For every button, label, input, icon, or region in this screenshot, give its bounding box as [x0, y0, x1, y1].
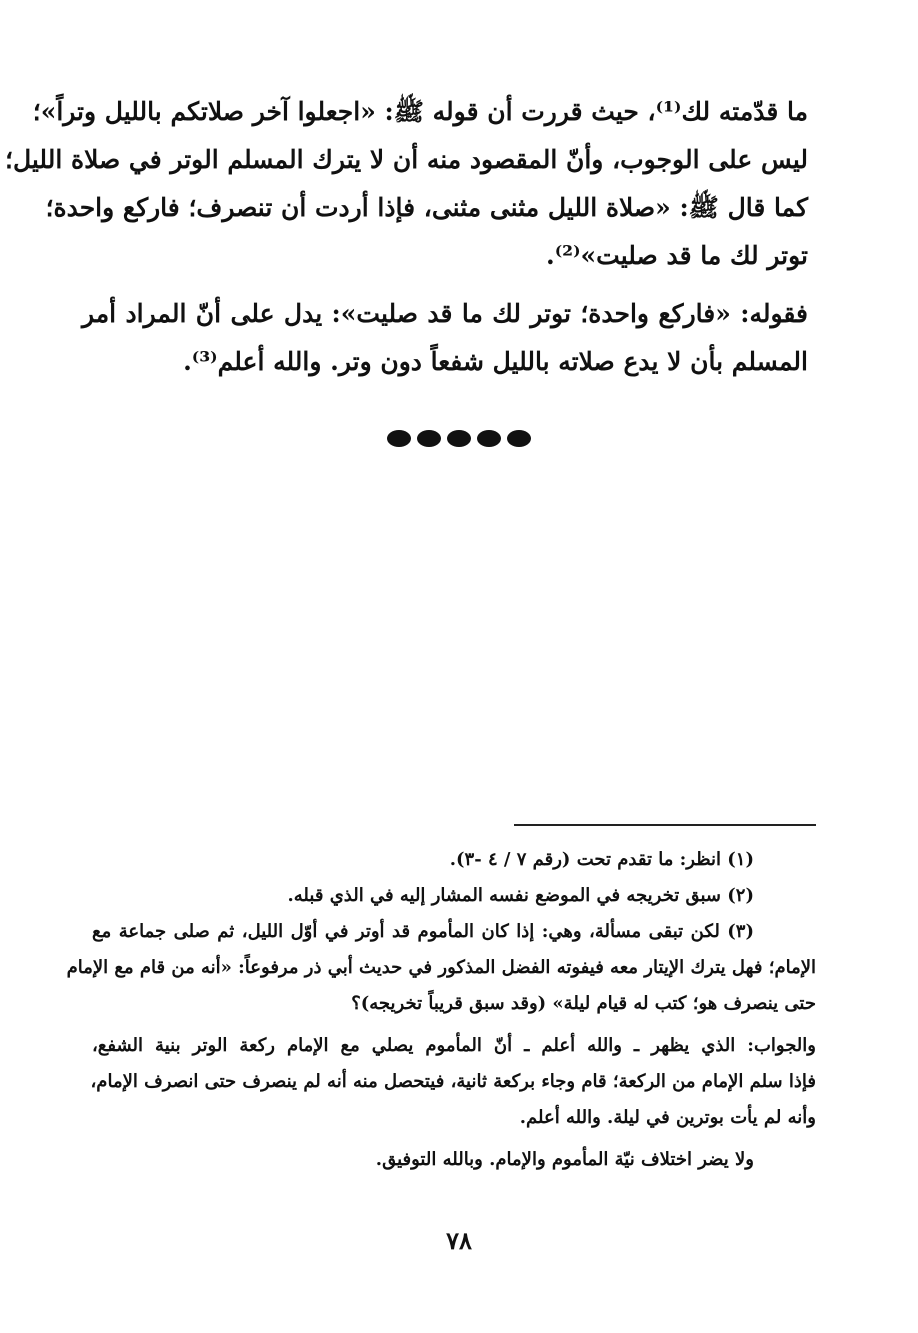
separator-dot	[387, 430, 411, 447]
footnote-1: (١) انظر: ما تقدم تحت (رقم ٧ / ٤ -٣).	[449, 849, 754, 870]
page-number: ٧٨	[446, 1226, 472, 1255]
footnote-divider	[514, 824, 816, 826]
separator-dot	[507, 430, 531, 447]
main-paragraph-1	[5, 88, 808, 280]
text-line: المسلم بأن لا يدع صلاته بالليل شفعاً دون وتر. والله أعلم⁽³⁾.	[183, 347, 808, 376]
separator-dot	[447, 430, 471, 447]
text-line: ما قدّمته لك⁽¹⁾، حيث قررت أن قوله ﷺ: «اجعلوا آخر صلاتكم بالليل وتراً»؛	[32, 97, 808, 126]
main-paragraph-2	[82, 290, 808, 386]
footnote-closing: ولا يضر اختلاف نيّة المأموم والإمام. وبالله التوفيق.	[375, 1149, 754, 1170]
footnote-2: (٢) سبق تخريجه في الموضع نفسه المشار إليه في الذي قبله.	[287, 885, 754, 906]
footnote-answer-line: وأنه لم يأت بوترين في ليلة. والله أعلم.	[519, 1107, 816, 1128]
footnote-3-line: الإمام؛ فهل يترك الإيتار معه فيفوته الفضل المذكور في حديث أبي ذر مرفوعاً: «أنه من قام مع الإمام	[66, 957, 816, 978]
text-line: كما قال ﷺ: «صلاة الليل مثنى مثنى، فإذا أردت أن تنصرف؛ فاركع واحدة؛	[45, 193, 808, 222]
section-separator	[0, 430, 918, 447]
footnotes	[66, 842, 816, 1178]
text-line: توتر لك ما قد صليت»⁽²⁾.	[546, 241, 808, 270]
text-line: ليس على الوجوب، وأنّ المقصود منه أن لا يترك المسلم الوتر في صلاة الليل؛	[5, 145, 808, 174]
footnote-answer-line: والجواب: الذي يظهر ـ والله أعلم ـ أنّ المأموم يصلي مع الإمام ركعة الوتر بنية الشفع،	[92, 1035, 816, 1056]
separator-dot	[477, 430, 501, 447]
footnote-answer-line: فإذا سلم الإمام من الركعة؛ قام وجاء بركعة ثانية، فيتحصل منه أنه لم ينصرف حتى انصرف الإمام،	[90, 1071, 816, 1092]
text-line: فقوله: «فاركع واحدة؛ توتر لك ما قد صليت»: يدل على أنّ المراد أمر	[82, 299, 808, 328]
separator-dot	[417, 430, 441, 447]
footnote-3-line: (٣) لكن تبقى مسألة، وهي: إذا كان المأموم قد أوتر في أوّل الليل، ثم صلى جماعة مع	[92, 921, 754, 942]
footnote-3-line: حتى ينصرف هو؛ كتب له قيام ليلة» (وقد سبق قريباً تخريجه)؟	[351, 993, 816, 1014]
